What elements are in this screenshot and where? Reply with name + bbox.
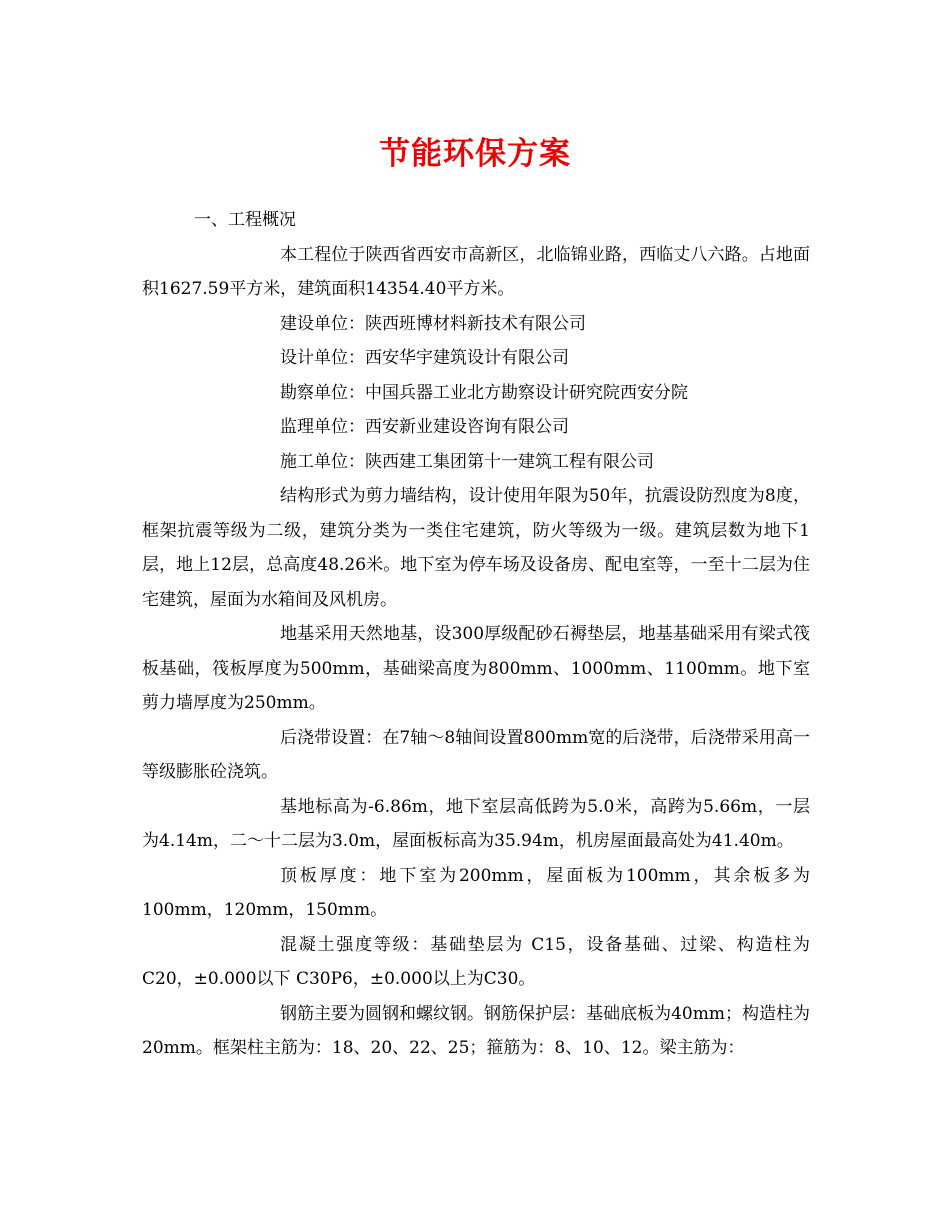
intro-paragraph: 本工程位于陕西省西安市高新区，北临锦业路，西临丈八六路。占地面积1627.59平方米，建筑面积14354.40平方米。: [142, 244, 810, 299]
supervision-unit-line: 监理单位：西安新业建设咨询有限公司: [280, 417, 569, 437]
design-unit-line: 设计单位：西安华宇建筑设计有限公司: [280, 348, 569, 368]
contractor-unit-line: 施工单位：陕西建工集团第十一建筑工程有限公司: [280, 451, 654, 472]
structure-paragraph: 结构形式为剪力墙结构，设计使用年限为50年，抗震设防烈度为8度，框架抗震等级为二级，建筑分类为一类住宅建筑，防火等级为一级。建筑层数为地下1层，地上12层，总高度48.26米。地下室为停车场及设备房、配电室等，一至十二层为住宅建筑，屋面为水箱间及风机房。: [142, 486, 810, 610]
document-title: 节能环保方案: [379, 136, 571, 172]
concrete-grade-paragraph: 混凝土强度等级：基础垫层为 C15，设备基础、过梁、构造柱为C20，±0.000以下 C30P6，±0.000以上为C30。: [142, 934, 810, 989]
post-pour-strip-paragraph: 后浇带设置：在7轴～8轴间设置800mm宽的后浇带，后浇带采用高一等级膨胀砼浇筑。: [142, 727, 810, 782]
elevation-paragraph: 基地标高为-6.86m，地下室层高低跨为5.0米，高跨为5.66m，一层为4.14m，二～十二层为3.0m，屋面板标高为35.94m，机房屋面最高处为41.40m。: [142, 796, 810, 851]
construction-unit-line: 建设单位：陕西班博材料新技术有限公司: [280, 313, 586, 334]
survey-unit-line: 勘察单位：中国兵器工业北方勘察设计研究院西安分院: [280, 382, 688, 403]
document-body: [142, 203, 810, 1066]
foundation-paragraph: 地基采用天然地基，设300厚级配砂石褥垫层，地基基础采用有梁式筏板基础，筏板厚度为500mm，基础梁高度为800mm、1000mm、1100mm。地下室剪力墙厚度为250mm。: [142, 624, 810, 713]
slab-thickness-paragraph: 顶板厚度：地下室为200mm，屋面板为100mm，其余板多为100mm，120mm，150mm。: [142, 865, 810, 920]
section-heading: 一、工程概况: [194, 210, 296, 230]
rebar-paragraph: 钢筋主要为圆钢和螺纹钢。钢筋保护层：基础底板为40mm；构造柱为20mm。框架柱主筋为：18、20、22、25；箍筋为：8、10、12。梁主筋为：: [142, 1003, 810, 1058]
